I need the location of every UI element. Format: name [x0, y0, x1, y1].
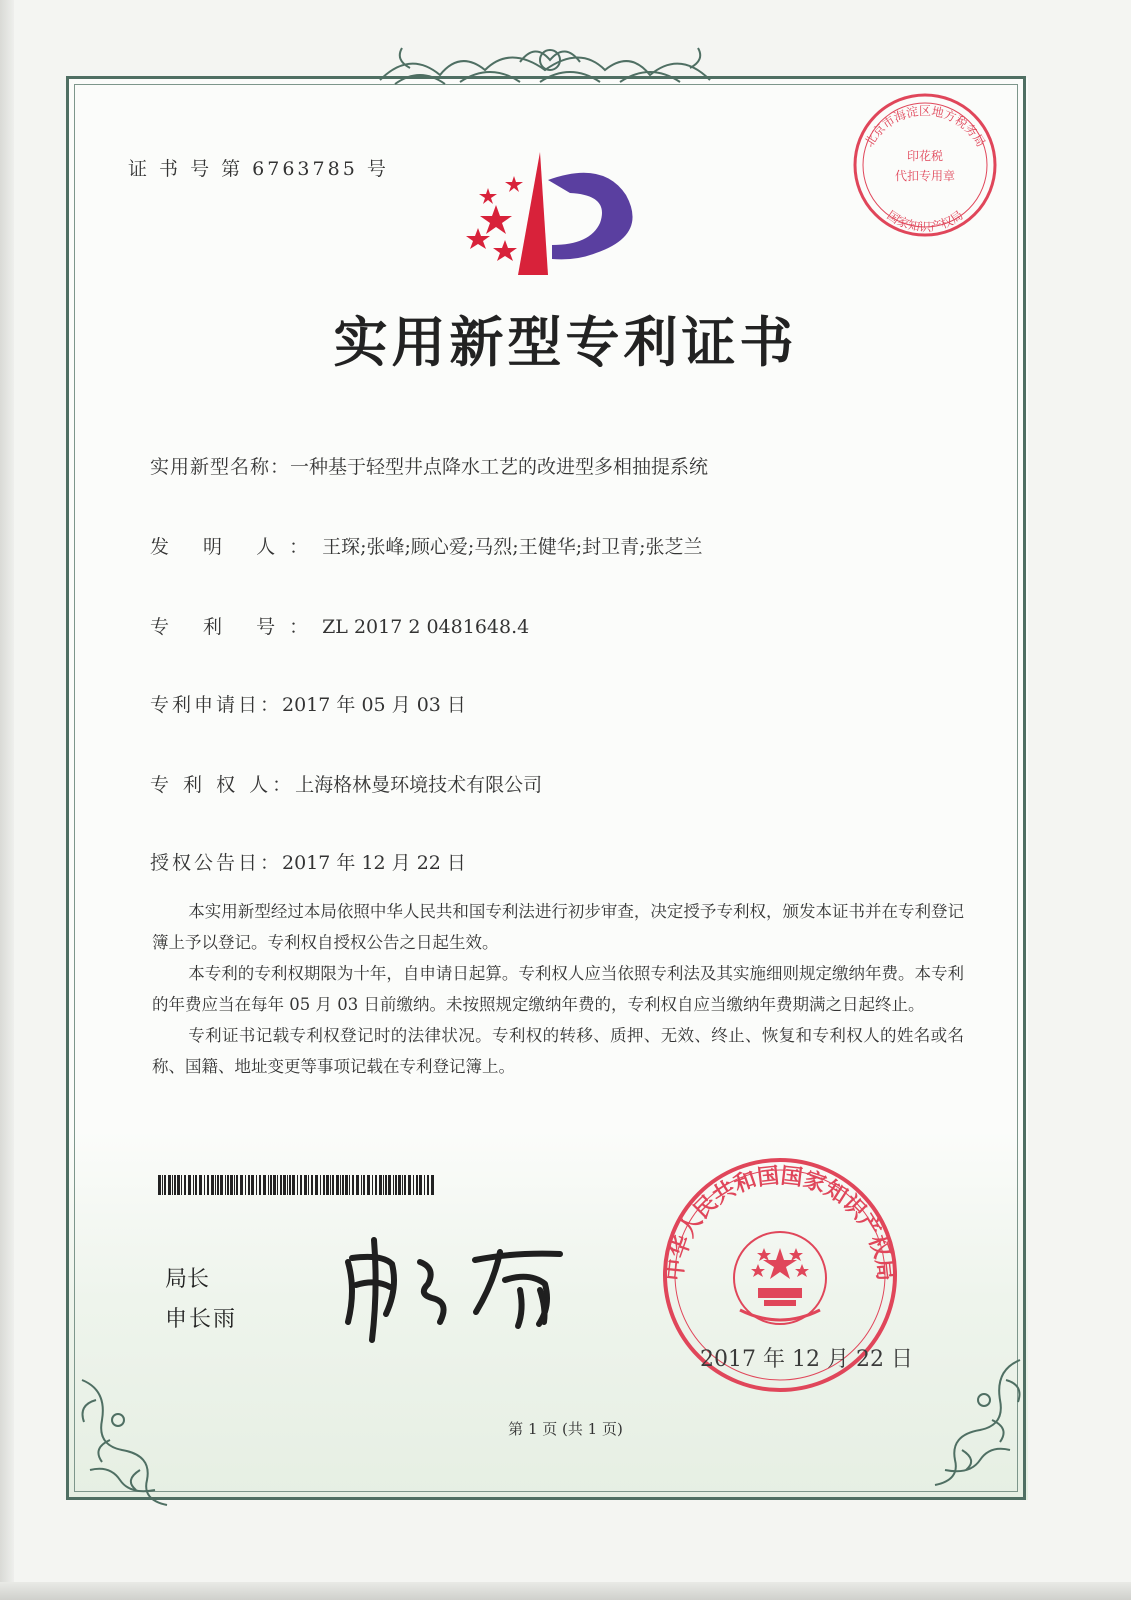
barcode-bar	[356, 1175, 359, 1195]
barcode-bar	[419, 1175, 422, 1195]
barcode-bar	[248, 1175, 250, 1195]
grant-date-field	[150, 848, 466, 875]
legal-paragraph-1: 本实用新型经过本局依照中华人民共和国专利法进行初步审查，决定授予专利权，颁发本证书并在专利登记簿上予以登记。专利权自授权公告之日起生效。	[152, 902, 964, 952]
barcode-bar	[251, 1175, 254, 1195]
barcode-bar	[230, 1175, 233, 1195]
barcode-bar	[263, 1175, 266, 1195]
model-name-field	[150, 452, 708, 479]
barcode-bar	[349, 1175, 350, 1195]
application-date-field	[150, 690, 466, 717]
barcode-bar	[332, 1175, 334, 1195]
director-title: 局长	[165, 1267, 210, 1292]
patentee-field	[150, 770, 542, 797]
barcode-bar	[158, 1175, 161, 1195]
barcode-bar	[323, 1175, 325, 1195]
barcode-bar	[168, 1175, 171, 1195]
barcode-bar	[402, 1175, 403, 1195]
barcode-bar	[427, 1175, 429, 1195]
grant-date-label: 授权公告日：	[150, 852, 283, 874]
top-floral-ornament-icon	[380, 48, 710, 84]
barcode-bar	[270, 1175, 272, 1195]
barcode-bar	[292, 1175, 295, 1195]
inventors-field	[150, 532, 703, 559]
barcode-bar	[404, 1175, 406, 1195]
tax-stamp-seal	[855, 95, 995, 235]
national-emblem-icon	[734, 1232, 826, 1324]
barcode-bar	[398, 1175, 401, 1195]
barcode-bar	[393, 1175, 394, 1195]
barcode-bar	[289, 1175, 291, 1195]
barcode-bar	[204, 1175, 205, 1195]
barcode-bar	[236, 1175, 238, 1195]
tax-seal-ring-text: 北京市海淀区地方税务局	[861, 104, 989, 150]
barcode-bar	[385, 1175, 387, 1195]
barcode-bar	[395, 1175, 397, 1195]
barcode-bar	[408, 1175, 411, 1195]
legal-paragraph-3: 专利证书记载专利权登记时的法律状况。专利权的转移、质押、无效、终止、恢复和专利权人的姓名或名称、国籍、地址变更等事项记载在专利登记簿上。	[152, 1026, 964, 1076]
barcode-bar	[342, 1175, 344, 1195]
tax-seal-center-line-2: 代扣专用章	[894, 169, 956, 183]
barcode-bar	[280, 1175, 282, 1195]
inventors-value: 王琛;张峰;顾心爱;马烈;王健华;封卫青;张芝兰	[322, 536, 703, 558]
barcode-bar	[336, 1175, 339, 1195]
page-number: 第 1 页 (共 1 页)	[508, 1420, 623, 1438]
director-name: 申长雨	[165, 1307, 238, 1332]
barcode-bar	[352, 1175, 354, 1195]
model-name-value: 一种基于轻型井点降水工艺的改进型多相抽提系统	[290, 456, 709, 478]
barcode-bar	[287, 1175, 288, 1195]
patent-number-label: 专 利 号：	[150, 616, 323, 638]
barcode-bar	[177, 1175, 180, 1195]
certificate-number: 证 书 号 第 6763785 号	[128, 158, 389, 180]
barcode-bar	[379, 1175, 382, 1195]
bottom-left-floral-ornament-icon	[82, 1380, 167, 1505]
barcode-bar	[188, 1175, 191, 1195]
barcode-bar	[240, 1175, 243, 1195]
barcode-bar	[164, 1175, 166, 1195]
certificate-title: 实用新型专利证书	[333, 311, 798, 374]
barcode-bar	[174, 1175, 176, 1195]
barcode-bar	[372, 1175, 373, 1195]
scan-bottom-edge	[0, 1582, 1131, 1600]
tax-seal-center-line-1: 印花税	[906, 149, 944, 163]
barcode-bar	[416, 1175, 418, 1195]
barcode-bar	[424, 1175, 425, 1195]
barcode-bar	[300, 1175, 302, 1195]
patentee-label: 专 利 权 人：	[150, 774, 296, 796]
patent-number-field	[150, 612, 529, 639]
barcode-bar	[326, 1175, 329, 1195]
barcode-bar	[268, 1175, 269, 1195]
barcode-bar	[383, 1175, 384, 1195]
director-signature	[348, 1240, 560, 1340]
patent-number-value: ZL 2017 2 0481648.4	[322, 616, 530, 638]
barcode-bar	[311, 1175, 313, 1195]
barcode-bar	[315, 1175, 318, 1195]
application-date-value: 2017 年 05 月 03 日	[282, 694, 466, 716]
barcode-bar	[320, 1175, 321, 1195]
barcode-bar	[207, 1175, 209, 1195]
barcode-bar	[193, 1175, 194, 1195]
barcode-bar	[227, 1175, 229, 1195]
barcode-bar	[245, 1175, 246, 1195]
barcode-bar	[283, 1175, 286, 1195]
office-seal-ring-text: 中华人民共和国国家知识产权局	[662, 1163, 898, 1283]
barcode-bar	[340, 1175, 341, 1195]
barcode-bar	[330, 1175, 331, 1195]
barcode-bar	[273, 1175, 276, 1195]
barcode-bar	[259, 1175, 261, 1195]
barcode-bar	[345, 1175, 348, 1195]
barcode-bar	[181, 1175, 182, 1195]
barcode-bar	[199, 1175, 202, 1195]
grant-date-value: 2017 年 12 月 22 日	[282, 852, 466, 874]
patentee-value: 上海格林曼环境技术有限公司	[295, 774, 543, 796]
barcode-bar	[277, 1175, 278, 1195]
barcode-bar	[388, 1175, 391, 1195]
barcode-bar	[184, 1175, 186, 1195]
barcode-bar	[217, 1175, 219, 1195]
barcode-bar	[211, 1175, 214, 1195]
barcode-bar	[297, 1175, 298, 1195]
barcode	[158, 1175, 436, 1195]
barcode-bar	[195, 1175, 197, 1195]
barcode-bar	[308, 1175, 309, 1195]
legal-statement	[152, 896, 964, 1082]
seal-date: 2017 年 12 月 22 日	[700, 1347, 913, 1372]
model-name-label: 实用新型名称：	[150, 456, 291, 478]
barcode-bar	[367, 1175, 370, 1195]
barcode-bar	[375, 1175, 377, 1195]
barcode-bar	[304, 1175, 307, 1195]
barcode-bar	[172, 1175, 173, 1195]
barcode-bar	[431, 1175, 434, 1195]
tax-seal-bottom-text: 国家知识产权局	[884, 208, 966, 235]
barcode-bar	[215, 1175, 216, 1195]
barcode-bar	[225, 1175, 226, 1195]
inventors-label: 发 明 人：	[150, 536, 323, 558]
barcode-bar	[413, 1175, 414, 1195]
barcode-bar	[363, 1175, 365, 1195]
barcode-bar	[220, 1175, 223, 1195]
barcode-bar	[162, 1175, 163, 1195]
application-date-label: 专利申请日：	[150, 694, 283, 716]
legal-paragraph-2: 本专利的专利权期限为十年，自申请日起算。专利权人应当依照专利法及其实施细则规定缴纳年费。本专利的年费应当在每年 05 月 03 日前缴纳。未按照规定缴纳年费的，专利权自应当缴纳年费期满之日起终止。	[152, 964, 964, 1014]
patent-office-logo-icon	[466, 152, 633, 275]
barcode-bar	[256, 1175, 257, 1195]
barcode-bar	[234, 1175, 235, 1195]
barcode-bar	[361, 1175, 362, 1195]
